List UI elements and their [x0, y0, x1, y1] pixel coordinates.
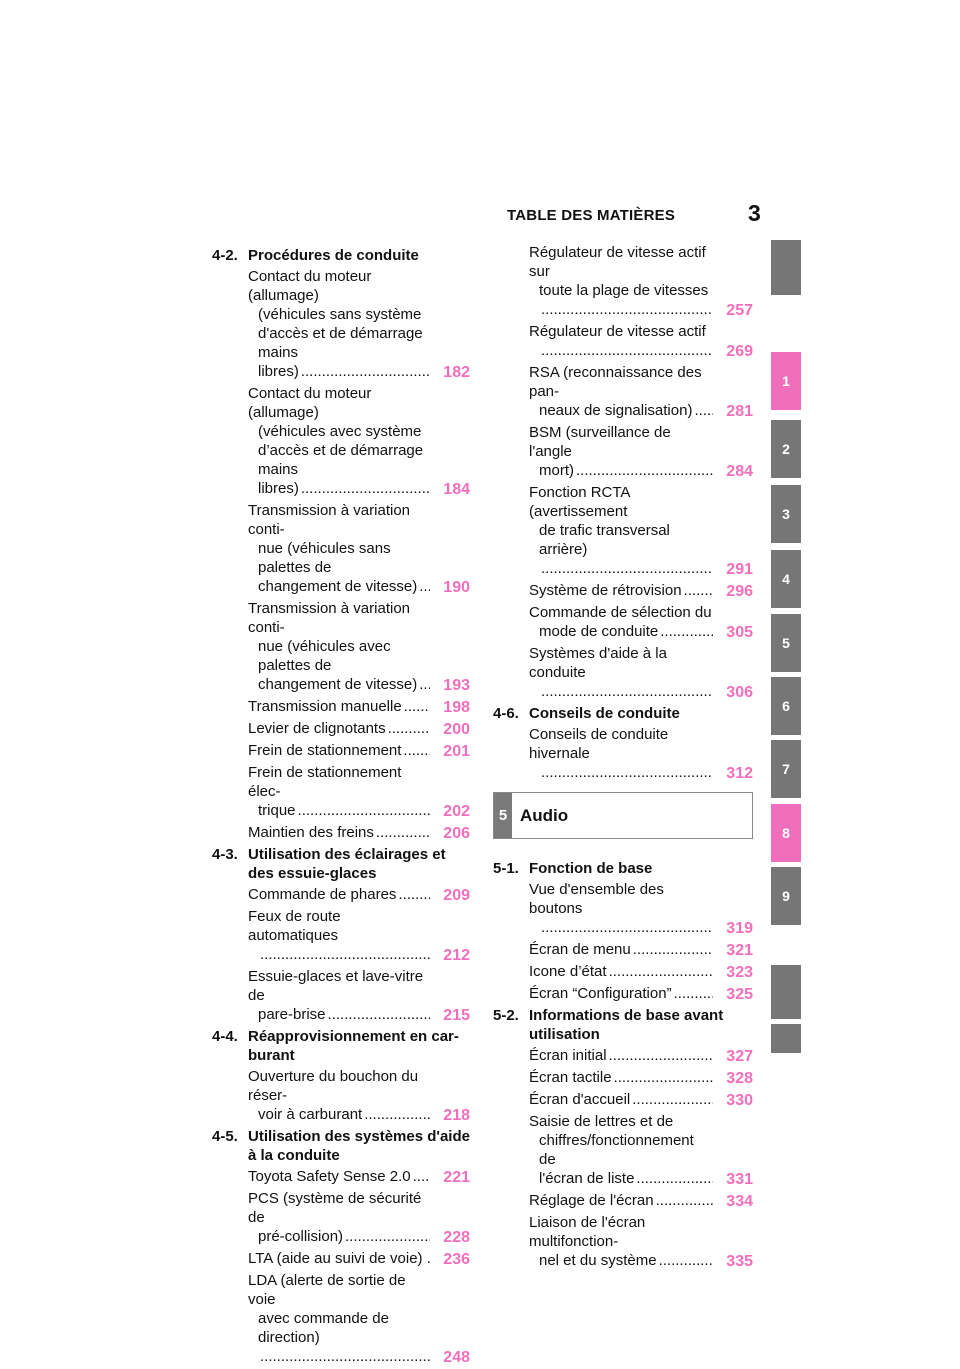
- page-reference-link[interactable]: 291: [726, 561, 753, 578]
- page-reference-link[interactable]: 281: [726, 403, 753, 420]
- toc-entry-text: d’accès et de démarrage mains: [258, 442, 424, 478]
- page-reference-link[interactable]: 335: [726, 1253, 753, 1270]
- toc-entry-text-segment: l'écran de liste: [539, 1170, 635, 1187]
- page-reference-link[interactable]: 269: [726, 343, 753, 360]
- toc-entry[interactable]: [529, 940, 753, 959]
- toc-entry-text: [529, 1068, 713, 1087]
- toc-entry-text-segment: pré-collision): [258, 1228, 344, 1245]
- dot-leader: [388, 719, 430, 738]
- toc-entry-text: [529, 984, 713, 1003]
- toc-entry[interactable]: [248, 823, 470, 842]
- page-reference-link[interactable]: 202: [443, 803, 470, 820]
- toc-entry-text: [529, 1169, 713, 1188]
- page-reference-link[interactable]: 331: [726, 1171, 753, 1188]
- toc-entry-text: [529, 341, 713, 360]
- dot-leader: [541, 763, 713, 782]
- toc-entry[interactable]: [248, 719, 470, 738]
- dot-leader: [674, 984, 713, 1003]
- page-reference-link[interactable]: 215: [443, 1007, 470, 1024]
- dot-leader: [614, 1068, 713, 1087]
- toc-entry-text: [529, 401, 713, 420]
- toc-entry-text: [248, 1249, 430, 1268]
- toc-entry-text-segment: nel et du système: [539, 1252, 657, 1269]
- section-title: Fonction de base: [529, 860, 653, 877]
- toc-entry-text: [248, 1167, 430, 1186]
- page-reference-link[interactable]: 319: [726, 920, 753, 937]
- toc-entry-text: avec commande de direction): [258, 1310, 389, 1346]
- page-reference-link[interactable]: 330: [726, 1092, 753, 1109]
- toc-entry[interactable]: [529, 725, 753, 782]
- dot-leader: [541, 341, 713, 360]
- chapter-tab-9[interactable]: 9: [771, 867, 801, 925]
- toc-entry-text: BSM (surveillance de l'angle: [529, 424, 671, 460]
- toc-entry-text-segment: Levier de clignotants: [248, 720, 386, 737]
- section-number: 4-6.: [493, 705, 519, 722]
- chapter-tab-1[interactable]: 1: [771, 352, 801, 410]
- toc-entry-text-segment: Écran tactile: [529, 1069, 612, 1086]
- page-header-title: TABLE DES MATIÈRES: [507, 207, 676, 224]
- section-number: 4-4.: [212, 1028, 238, 1045]
- toc-entry[interactable]: [529, 483, 753, 578]
- toc-entry-text: PCS (système de sécurité de: [248, 1190, 422, 1226]
- page-reference-link[interactable]: 296: [726, 583, 753, 600]
- toc-entry-text: Saisie de lettres et de: [529, 1113, 674, 1130]
- toc-entry-text-segment: Transmission manuelle: [248, 698, 402, 715]
- toc-entry-text: [529, 559, 713, 578]
- dot-leader: [364, 1105, 430, 1124]
- page-reference-link[interactable]: 284: [726, 463, 753, 480]
- toc-entry[interactable]: [529, 423, 753, 480]
- toc-entry-text-segment: trique: [258, 802, 296, 819]
- page-reference-link[interactable]: 193: [443, 677, 470, 694]
- toc-entry[interactable]: [248, 1189, 470, 1246]
- toc-entry-text: nue (véhicules avec palettes de: [258, 638, 391, 674]
- dot-leader: [260, 1347, 430, 1366]
- toc-entry-text: [529, 918, 713, 937]
- toc-entry[interactable]: [248, 763, 470, 820]
- toc-entry-text: [529, 1191, 713, 1210]
- toc-right-column: [493, 243, 753, 1273]
- chapter-heading-box: [493, 792, 753, 839]
- toc-entry-text: [248, 675, 430, 694]
- page-reference-link[interactable]: 212: [443, 947, 470, 964]
- page-reference-link[interactable]: 305: [726, 624, 753, 641]
- toc-entry-text: [529, 622, 713, 641]
- toc-entry[interactable]: [529, 1213, 753, 1270]
- dot-leader: [301, 362, 430, 381]
- page-reference-link[interactable]: 182: [443, 364, 470, 381]
- toc-entry-text: [248, 741, 430, 760]
- toc-entry-text: (véhicules sans système: [258, 306, 422, 323]
- toc-left-column: [212, 243, 470, 1369]
- dot-leader: [656, 1191, 713, 1210]
- toc-entry-text-segment: mort): [539, 462, 574, 479]
- dot-leader: [413, 1167, 430, 1186]
- page-reference-link[interactable]: 312: [726, 765, 753, 782]
- toc-entry-text: Conseils de conduite hivernale: [529, 726, 669, 762]
- toc-entry-text: Fonction RCTA (avertissement: [529, 484, 630, 520]
- dot-leader: [541, 300, 713, 319]
- chapter-tab-7[interactable]: 7: [771, 740, 801, 798]
- dot-leader: [541, 918, 713, 937]
- toc-entry[interactable]: [248, 885, 470, 904]
- toc-entry-text: Régulateur de vitesse actif sur: [529, 244, 706, 280]
- toc-entry-text: Régulateur de vitesse actif: [529, 323, 706, 340]
- toc-entry-text: Essuie-glaces et lave-vitre de: [248, 968, 424, 1004]
- chapter-tab-3[interactable]: 3: [771, 485, 801, 543]
- toc-entry-text-segment: Écran “Configuration”: [529, 985, 672, 1002]
- toc-entry-text: [248, 945, 430, 964]
- toc-entry-text: Contact du moteur (allumage): [248, 268, 372, 304]
- toc-entry-text-segment: mode de conduite: [539, 623, 659, 640]
- section-title: Utilisation des systèmes d'aide à la conduite: [248, 1128, 470, 1164]
- chapter-tab-2[interactable]: 2: [771, 420, 801, 478]
- toc-entry[interactable]: [529, 1112, 753, 1188]
- toc-entry-text: [248, 801, 430, 820]
- toc-entry[interactable]: [529, 644, 753, 701]
- toc-entry[interactable]: [529, 243, 753, 319]
- toc-entry-text: nue (véhicules sans palettes de: [258, 540, 391, 576]
- toc-entry[interactable]: [248, 1271, 470, 1366]
- toc-entry-text-segment: Commande de phares: [248, 886, 397, 903]
- toc-entry[interactable]: [529, 581, 753, 600]
- dot-leader: [633, 940, 713, 959]
- toc-entry[interactable]: [529, 1046, 753, 1065]
- dot-leader: [632, 1090, 713, 1109]
- toc-entry[interactable]: [248, 1249, 470, 1268]
- chapter-tab-blank[interactable]: [771, 1024, 801, 1053]
- toc-entry-text-segment: changement de vitesse): [258, 676, 418, 693]
- toc-entry-text: RSA (reconnaissance des pan-: [529, 364, 702, 400]
- page-reference-link[interactable]: 198: [443, 699, 470, 716]
- toc-section-heading: [212, 1127, 470, 1165]
- toc-entry-text: [248, 1105, 430, 1124]
- section-number: 4-3.: [212, 846, 238, 863]
- toc-entry-text: [529, 1046, 713, 1065]
- toc-entry-text: [529, 1251, 713, 1270]
- page-reference-link[interactable]: 306: [726, 684, 753, 701]
- toc-entry-text: Systèmes d'aide à la conduite: [529, 645, 667, 681]
- section-title: Utilisation des éclairages et des essuie-glaces: [248, 846, 446, 882]
- page-reference-link[interactable]: 190: [443, 579, 470, 596]
- toc-entry-text-segment: pare-brise: [258, 1006, 326, 1023]
- toc-section-heading: [212, 845, 470, 883]
- toc-entry-text: Frein de stationnement élec-: [248, 764, 402, 800]
- toc-entry-text: [248, 697, 430, 716]
- dot-leader: [376, 823, 430, 842]
- section-title: Conseils de conduite: [529, 705, 680, 722]
- toc-entry-text-segment: Maintien des freins: [248, 824, 374, 841]
- toc-entry-text-segment: Frein de stationnement: [248, 742, 402, 759]
- toc-entry-text: Transmission à variation conti-: [248, 502, 411, 538]
- dot-leader: [419, 675, 430, 694]
- chapter-tab-4[interactable]: 4: [771, 550, 801, 608]
- page-reference-link[interactable]: 221: [443, 1169, 470, 1186]
- dot-leader: [684, 581, 713, 600]
- page-reference-link[interactable]: 325: [726, 986, 753, 1003]
- toc-entry-text: Ouverture du bouchon du réser-: [248, 1068, 419, 1104]
- toc-entry-text: [529, 763, 713, 782]
- toc-entry-text-segment: neaux de signalisation): [539, 402, 693, 419]
- toc-entry-text-segment: Réglage de l'écran: [529, 1192, 654, 1209]
- toc-entry-text: Feux de route automatiques: [248, 908, 341, 944]
- page-reference-link[interactable]: 200: [443, 721, 470, 738]
- toc-section-heading: [493, 704, 753, 723]
- section-number: 4-5.: [212, 1128, 238, 1145]
- section-number: 5-1.: [493, 860, 519, 877]
- toc-entry-text-segment: Toyota Safety Sense 2.0: [248, 1168, 411, 1185]
- toc-entry[interactable]: [248, 1067, 470, 1124]
- dot-leader: [328, 1005, 430, 1024]
- toc-entry-text: [529, 300, 713, 319]
- chapter-title: Audio: [520, 806, 569, 825]
- toc-entry[interactable]: [529, 1068, 753, 1087]
- dot-leader: [345, 1227, 430, 1246]
- page-reference-link[interactable]: 328: [726, 1070, 753, 1087]
- toc-entry-text: [248, 577, 430, 596]
- page-reference-link[interactable]: 323: [726, 964, 753, 981]
- toc-entry-text: [529, 940, 713, 959]
- toc-entry[interactable]: [248, 501, 470, 596]
- page-reference-link[interactable]: 257: [726, 302, 753, 319]
- toc-entry-text-segment: libres): [258, 480, 299, 497]
- toc-entry[interactable]: [529, 322, 753, 360]
- section-number: 5-2.: [493, 1007, 519, 1024]
- toc-entry-text: toute la plage de vitesses: [539, 282, 709, 299]
- dot-leader: [260, 945, 430, 964]
- toc-entry-text-segment: Écran initial: [529, 1047, 607, 1064]
- section-title: Informations de base avant utilisation: [529, 1007, 724, 1043]
- dot-leader: [404, 697, 430, 716]
- page-reference-link[interactable]: 184: [443, 481, 470, 498]
- chapter-tab-5[interactable]: 5: [771, 614, 801, 672]
- chapter-tab-6[interactable]: 6: [771, 677, 801, 735]
- toc-entry-text-segment: voir à carburant: [258, 1106, 363, 1123]
- dot-leader: [301, 479, 430, 498]
- section-number: 4-2.: [212, 247, 238, 264]
- toc-entry[interactable]: [248, 384, 470, 498]
- toc-entry-text: Transmission à variation conti-: [248, 600, 411, 636]
- toc-entry-text: [529, 461, 713, 480]
- page-reference-link[interactable]: 321: [726, 942, 753, 959]
- dot-leader: [659, 1251, 713, 1270]
- dot-leader: [609, 1046, 713, 1065]
- page-reference-link[interactable]: 201: [443, 743, 470, 760]
- toc-entry-text: [248, 1227, 430, 1246]
- toc-entry-text: (véhicules avec système: [258, 423, 422, 440]
- toc-entry-text-segment: Système de rétrovision: [529, 582, 682, 599]
- dot-leader: [298, 801, 430, 820]
- section-title: Procédures de conduite: [248, 247, 419, 264]
- page-number: 3: [748, 200, 761, 226]
- toc-entry-text: [248, 1347, 430, 1366]
- toc-entry-text: [529, 1090, 713, 1109]
- toc-section-heading: [493, 1006, 753, 1044]
- toc-entry-text: Liaison de l'écran multifonction-: [529, 1214, 646, 1250]
- toc-entry-text-segment: Icone d’état: [529, 963, 607, 980]
- page-reference-link[interactable]: 236: [443, 1251, 470, 1268]
- dot-leader: [419, 577, 430, 596]
- dot-leader: [576, 461, 713, 480]
- section-title: Réapprovisionnement en car- burant: [248, 1028, 459, 1064]
- toc-entry-text: [529, 581, 713, 600]
- toc-entry-text-segment: changement de vitesse): [258, 578, 418, 595]
- toc-entry-text: [248, 1005, 430, 1024]
- toc-entry-text: d'accès et de démarrage mains: [258, 325, 423, 361]
- dot-leader: [541, 682, 713, 701]
- page-reference-link[interactable]: 334: [726, 1193, 753, 1210]
- toc-entry-text: [529, 682, 713, 701]
- toc-entry[interactable]: [529, 1090, 753, 1109]
- toc-entry[interactable]: [529, 1191, 753, 1210]
- toc-section-heading: [212, 246, 470, 265]
- toc-entry-text: [248, 823, 430, 842]
- page-reference-link[interactable]: 206: [443, 825, 470, 842]
- toc-entry[interactable]: [529, 880, 753, 937]
- page-reference-link[interactable]: 218: [443, 1107, 470, 1124]
- toc-entry[interactable]: [529, 363, 753, 420]
- dot-leader: [398, 885, 430, 904]
- chapter-tab-blank[interactable]: [771, 240, 801, 295]
- chapter-number-tab: 5: [494, 793, 512, 838]
- toc-entry[interactable]: [529, 603, 753, 641]
- chapter-tab-8[interactable]: 8: [771, 804, 801, 862]
- dot-leader: [541, 559, 713, 578]
- toc-entry-text: [248, 885, 430, 904]
- toc-entry[interactable]: [248, 907, 470, 964]
- toc-entry-text: de trafic transversal arrière): [539, 522, 670, 558]
- dot-leader: [636, 1169, 713, 1188]
- toc-entry-text-segment: LTA (aide au suivi de voie) .: [248, 1250, 431, 1267]
- toc-entry-text: [248, 479, 430, 498]
- dot-leader: [660, 622, 713, 641]
- toc-entry-text: [248, 719, 430, 738]
- toc-entry[interactable]: [248, 267, 470, 381]
- toc-entry[interactable]: [248, 599, 470, 694]
- toc-entry[interactable]: [529, 962, 753, 981]
- toc-entry[interactable]: [248, 741, 470, 760]
- toc-entry-text: [248, 362, 430, 381]
- toc-entry[interactable]: [248, 697, 470, 716]
- toc-entry[interactable]: [248, 967, 470, 1024]
- toc-entry-text: LDA (alerte de sortie de voie: [248, 1272, 406, 1308]
- chapter-tab-blank[interactable]: [771, 965, 801, 1019]
- page-reference-link[interactable]: 248: [443, 1349, 470, 1366]
- page-reference-link[interactable]: 209: [443, 887, 470, 904]
- toc-entry-text-segment: libres): [258, 363, 299, 380]
- toc-entry-text-segment: Écran d'accueil: [529, 1091, 631, 1108]
- toc-section-heading: [493, 859, 753, 878]
- toc-entry-text: Contact du moteur (allumage): [248, 385, 372, 421]
- toc-entry-text: Vue d'ensemble des boutons: [529, 881, 664, 917]
- dot-leader: [694, 401, 713, 420]
- toc-entry[interactable]: [529, 984, 753, 1003]
- toc-entry-text: chiffres/fonctionnement de: [539, 1132, 694, 1168]
- toc-entry-text: Commande de sélection du: [529, 604, 712, 621]
- page-reference-link[interactable]: 228: [443, 1229, 470, 1246]
- toc-entry-text: [529, 962, 713, 981]
- toc-section-heading: [212, 1027, 470, 1065]
- toc-entry[interactable]: [248, 1167, 470, 1186]
- toc-entry-text-segment: Écran de menu: [529, 941, 631, 958]
- dot-leader: [403, 741, 430, 760]
- page-reference-link[interactable]: 327: [726, 1048, 753, 1065]
- dot-leader: [609, 962, 713, 981]
